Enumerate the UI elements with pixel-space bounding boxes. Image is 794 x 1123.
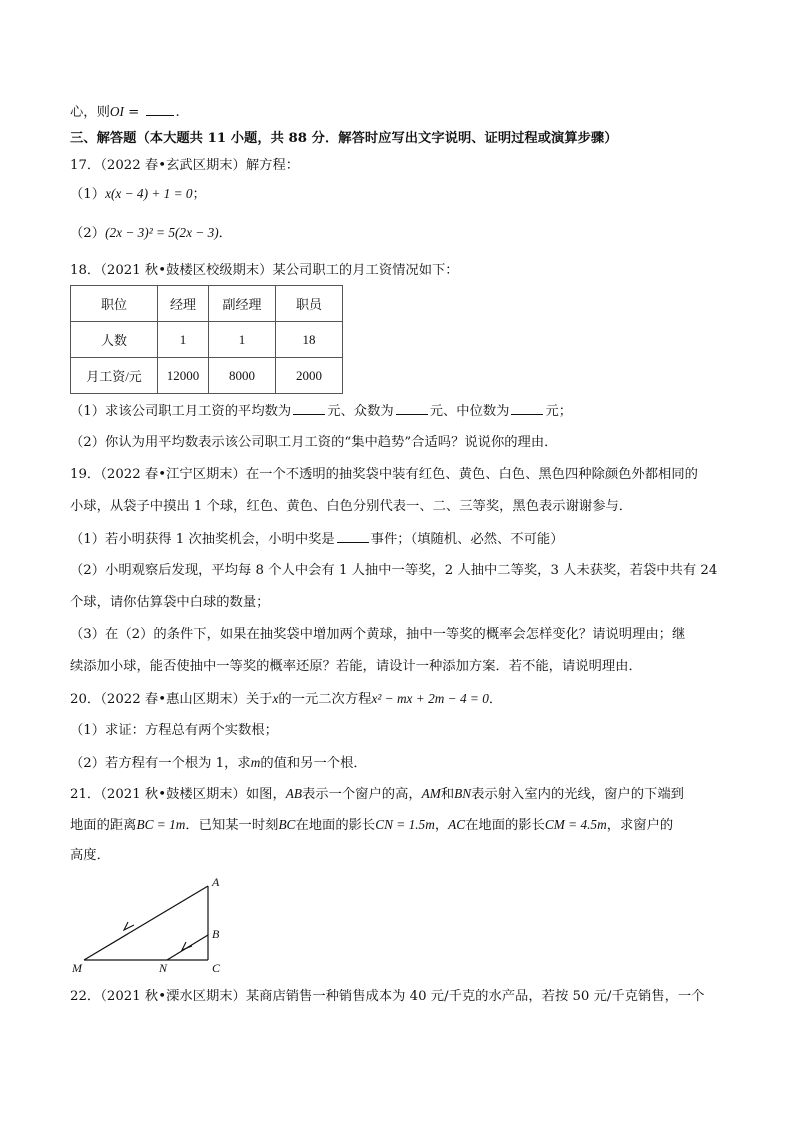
table-cell: 1 (209, 322, 276, 358)
table-header-cell: 职位 (71, 286, 158, 322)
text: ，求窗户的 (606, 818, 674, 833)
light-ray-AM (84, 886, 208, 960)
math-AC: AC (448, 817, 466, 832)
salary-table (70, 285, 343, 394)
equation: x² − mx + 2m − 4 = 0 (371, 691, 489, 706)
text: ； (192, 187, 206, 202)
table-cell: 月工资/元 (71, 358, 158, 394)
q17-part-2 (70, 224, 232, 243)
answer-blank[interactable] (337, 530, 369, 543)
table-header-cell: 职员 (276, 286, 343, 322)
section-heading: 三、解答题（本大题共 11 小题，共 88 分．解答时应写出文字说明、证明过程或演算步骤） (70, 131, 618, 146)
question-19-line1: 19．（2022 春•江宁区期末）在一个不透明的抽奖袋中装有红色、黄色、白色、黑色四种除颜色外都相同的 (70, 467, 698, 482)
q19-part-2-line1: （2）小明观察后发现，平均每 8 个人中会有 1 人抽中一等奖，2 人抽中二等奖，3 人未获奖，若袋中共有 24 (70, 563, 718, 578)
text: . (175, 105, 180, 120)
text: 在地面的影长 (295, 818, 376, 833)
arrow-icon (124, 922, 134, 930)
text: 和 (440, 787, 455, 802)
equation: x(x − 4) + 1 = 0 (105, 186, 193, 201)
prev-question-tail (70, 103, 180, 122)
text: ． (488, 692, 503, 707)
q19-part-1 (70, 530, 564, 549)
text: ， (434, 818, 449, 833)
text: （1）求该公司职工月工资的平均数为 (70, 404, 292, 419)
table-header-cell: 经理 (158, 286, 209, 322)
table-cell: 8000 (209, 358, 276, 394)
text: 元、中位数为 (429, 404, 510, 419)
answer-blank[interactable] (396, 402, 428, 415)
equation: (2x − 3)² = 5(2x − 3) (105, 225, 219, 240)
text: = (123, 105, 144, 120)
q18-part-1 (70, 402, 572, 421)
text: ． (218, 226, 232, 241)
text: 的值和另一个根． (260, 756, 367, 771)
answer-blank[interactable] (511, 402, 543, 415)
math-AB: AB (285, 786, 302, 801)
table-cell: 18 (276, 322, 343, 358)
math-CN: CN = 1.5m (375, 817, 435, 832)
q20-part-1: （1）求证：方程总有两个实数根； (70, 723, 278, 738)
table-row (71, 322, 343, 358)
text: 元； (545, 404, 573, 419)
text: 20．（2022 春•惠山区期末）关于 (70, 692, 273, 707)
text: 事件；（填随机、必然、不可能） (370, 532, 564, 547)
text: 在地面的影长 (465, 818, 545, 833)
table-cell: 12000 (158, 358, 209, 394)
math-x: x (272, 691, 279, 706)
q17-part-1 (70, 185, 206, 204)
question-21-line1 (70, 785, 684, 804)
question-19-line2: 小球，从袋子中摸出 1 个球，红色、黄色、白色分别代表一、二、三等奖，黑色表示谢谢参与． (70, 499, 633, 514)
math-AM: AM (421, 786, 441, 801)
q20-part-2 (70, 754, 367, 773)
q19-part-2-line2: 个球，请你估算袋中白球的数量； (70, 595, 270, 610)
table-cell: 2000 (276, 358, 343, 394)
text: （2）若方程有一个根为 1，求 (70, 756, 251, 771)
math-BC: BC = 1m (136, 817, 186, 832)
label-B: B (212, 927, 220, 941)
question-21-line2 (70, 816, 673, 835)
math-m: m (250, 755, 261, 770)
label-A: A (212, 875, 220, 889)
text: 表示射入室内的光线，窗户的下端到 (471, 787, 684, 802)
math-BC: BC (278, 817, 296, 832)
text: 地面的距离 (70, 818, 137, 833)
table-header-cell: 副经理 (209, 286, 276, 322)
table-cell: 人数 (71, 322, 158, 358)
label-M: M (72, 961, 82, 975)
label-N: N (159, 961, 168, 975)
q19-part-3-line2: 续添加小球，能否使抽中一等奖的概率还原？若能，请设计一种添加方案．若不能，请说明理由． (70, 659, 642, 674)
question-17: 17．（2022 春•玄武区期末）解方程： (70, 158, 300, 173)
text: 心，则 (70, 105, 110, 120)
q18-part-2: （2）你认为用平均数表示该公司职工月工资的“集中趋势”合适吗？说说你的理由． (70, 435, 558, 450)
question-18: 18．（2021 秋•鼓楼区校级期末）某公司职工的月工资情况如下： (70, 263, 459, 278)
table-cell: 1 (158, 322, 209, 358)
text: （1）若小明获得 1 次抽奖机会，小明中奖是 (70, 532, 335, 547)
text: 表示一个窗户的高， (302, 787, 422, 802)
answer-blank[interactable] (293, 402, 325, 415)
math-CM: CM = 4.5m (544, 817, 607, 832)
q19-part-3-line1: （3）在（2）的条件下，如果在抽奖袋中增加两个黄球，抽中一等奖的概率会怎样变化？请说明理由；继 (70, 627, 686, 642)
table-header-row (71, 286, 343, 322)
text: 元、众数为 (327, 404, 394, 419)
question-22: 22．（2021 秋•溧水区期末）某商店销售一种销售成本为 40 元/千克的水产品，若按 50 元/千克销售，一个 (70, 989, 705, 1004)
text: ．已知某一时刻 (185, 818, 279, 833)
label-C: C (212, 961, 221, 975)
question-20 (70, 690, 502, 709)
text: 21．（2021 秋•鼓楼区期末）如图， (70, 787, 286, 802)
text: （1） (70, 187, 106, 202)
window-light-diagram (66, 872, 246, 978)
table-row (71, 358, 343, 394)
text: （2） (70, 226, 106, 241)
question-21-line3: 高度． (70, 848, 110, 863)
math-BN: BN (454, 786, 472, 801)
text: 的一元二次方程 (278, 692, 372, 707)
math-OI: OI (109, 104, 124, 119)
answer-blank[interactable] (146, 103, 174, 116)
